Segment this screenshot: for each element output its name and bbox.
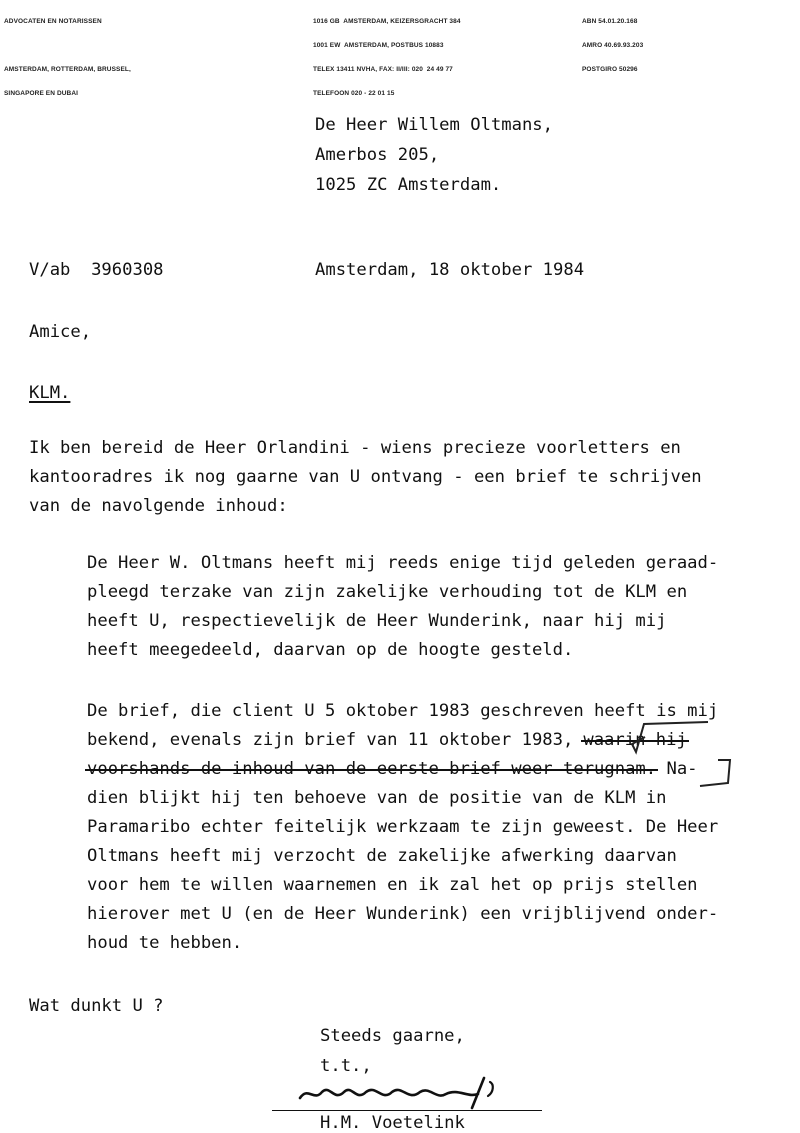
quote2-line: hierover met U (en de Heer Wunderink) een vrijblijvend onder- [87, 904, 719, 924]
bracket-close [700, 760, 730, 786]
quote2-line: De brief, die client U 5 oktober 1983 geschreven heeft is mij [87, 701, 719, 721]
struck-text: voorshands de inhoud van de eerste brief weer terugnam. [87, 759, 657, 779]
letterhead-right-line: ABN 54.01.20.168 [582, 18, 638, 25]
letterhead-left-line: ADVOCATEN EN NOTARISSEN [4, 18, 102, 25]
salutation: Amice, [29, 322, 92, 342]
intro-line: kantooradres ik nog gaarne van U ontvang - een brief te schrijven [29, 467, 702, 487]
quote2-line: Oltmans heeft mij verzocht de zakelijke afwerking daarvan [87, 846, 677, 866]
quote1-line: heeft U, respectievelijk de Heer Wunderink, naar hij mij [87, 611, 667, 631]
quote1-line: pleegd terzake van zijn zakelijke verhouding tot de KLM en [87, 582, 688, 602]
letterhead-middle-line: 1016 GB AMSTERDAM, KEIZERSGRACHT 384 [313, 18, 461, 25]
letterhead-middle-line: TELEFOON 020 - 22 01 15 [313, 90, 395, 97]
handwritten-signature [290, 1072, 530, 1112]
recipient-city: 1025 ZC Amsterdam. [315, 175, 502, 195]
recipient-street: Amerbos 205, [315, 145, 440, 165]
letterhead-left-line [4, 42, 131, 50]
letterhead-middle-line: 1001 EW AMSTERDAM, POSTBUS 10883 [313, 42, 444, 49]
struck-text: waarin hij [583, 730, 687, 750]
quote2-line: Paramaribo echter feitelijk werkzaam te zijn geweest. De Heer [87, 817, 719, 837]
intro-line: Ik ben bereid de Heer Orlandini - wiens precieze voorletters en [29, 438, 681, 458]
letterhead-right-line: AMRO 40.69.93.203 [582, 42, 644, 49]
quote1-line: heeft meegedeeld, daarvan op de hoogte gesteld. [87, 640, 574, 660]
quote2-line [87, 730, 687, 750]
quote2-line2-text: bekend, evenals zijn brief van 11 oktober 1983, [87, 730, 574, 750]
signer-name: H.M. Voetelink [320, 1113, 465, 1133]
intro-line: van de navolgende inhoud: [29, 496, 288, 516]
quote2-line: dien blijkt hij ten behoeve van de positie van de KLM in [87, 788, 667, 808]
letterhead-left [4, 2, 131, 114]
closing-question: Wat dunkt U ? [29, 996, 164, 1016]
letterhead-middle-line: TELEX 13411 NVHA, FAX: II/III: 020 24 49 77 [313, 66, 453, 73]
quote2-line [87, 759, 698, 779]
letterhead-right-line: POSTGIRO 50296 [582, 66, 638, 73]
reference-number: V/ab 3960308 [29, 260, 164, 280]
quote2-line: houd te hebben. [87, 933, 243, 953]
letterhead-left-line: SINGAPORE EN DUBAI [4, 90, 79, 97]
closing-greeting: Steeds gaarne, [320, 1026, 465, 1046]
letterhead-left-line: AMSTERDAM, ROTTERDAM, BRUSSEL, [4, 66, 131, 73]
subject-line: KLM. [29, 383, 71, 403]
quote2-line: voor hem te willen waarnemen en ik zal het op prijs stellen [87, 875, 698, 895]
letterhead-middle [313, 2, 461, 114]
signature-line [272, 1110, 542, 1111]
letterhead-right [582, 2, 643, 90]
recipient-name: De Heer Willem Oltmans, [315, 115, 553, 135]
letter-date: Amsterdam, 18 oktober 1984 [315, 260, 585, 280]
quote2-line3-text: Na- [656, 759, 698, 779]
quote1-line: De Heer W. Oltmans heeft mij reeds enige tijd geleden geraad- [87, 553, 719, 573]
closing-abbrev: t.t., [320, 1056, 372, 1076]
